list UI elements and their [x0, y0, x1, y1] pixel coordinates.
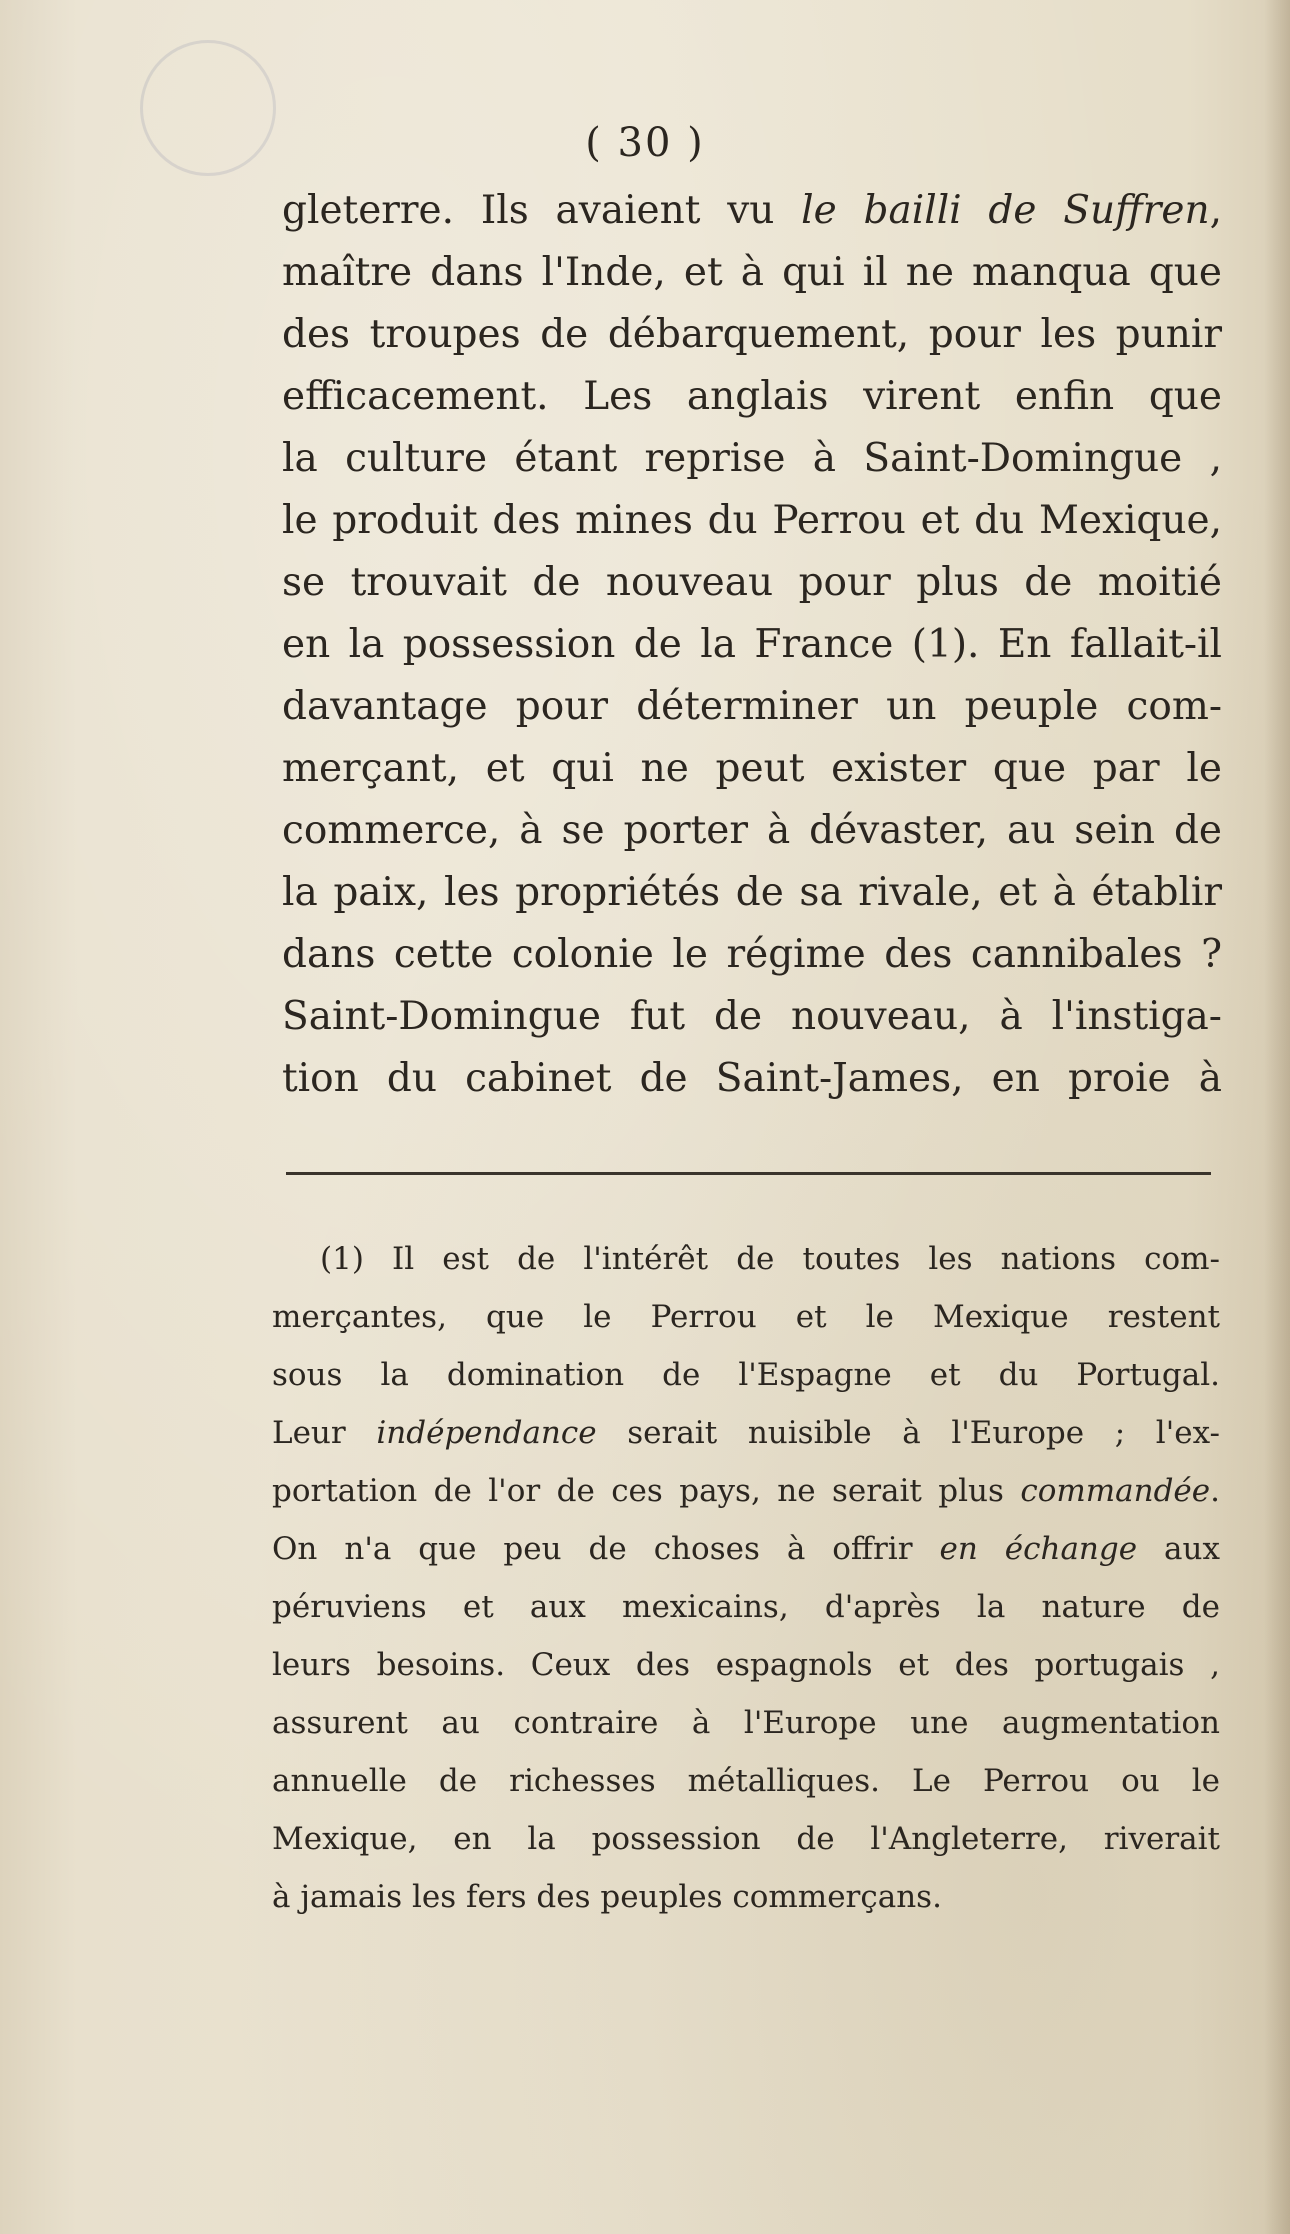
footnote-separator-rule [286, 1172, 1211, 1175]
main-text-segment: davantage pour déterminer un peuple com- [282, 684, 1222, 729]
main-text-segment: en la possession de la France (1). En fallait-il [282, 622, 1222, 667]
main-line [282, 490, 1222, 552]
main-text-segment: merçant, et qui ne peut exister que par le [282, 746, 1222, 791]
footnote-text-segment: (1) Il est de l'intérêt de toutes les nations com- [320, 1241, 1220, 1277]
footnote-block [272, 1230, 1220, 1926]
main-line [282, 366, 1222, 428]
footnote-text-segment: leurs besoins. Ceux des espagnols et des portugais , [272, 1647, 1220, 1683]
footnote-line [272, 1810, 1220, 1868]
footnote-text-segment: péruviens et aux mexicains, d'après la nature de [272, 1589, 1220, 1625]
footnote-text-segment: merçantes, que le Perrou et le Mexique restent [272, 1299, 1220, 1335]
main-text-segment: la culture étant reprise à Saint-Domingue , [282, 436, 1222, 481]
footnote-line [272, 1230, 1220, 1288]
main-line [282, 180, 1222, 242]
main-text-segment: commerce, à se porter à dévaster, au sein de [282, 808, 1222, 853]
main-text-segment: des troupes de débarquement, pour les punir [282, 312, 1222, 357]
main-line [282, 986, 1222, 1048]
main-line [282, 676, 1222, 738]
main-text-segment: le produit des mines du Perrou et du Mexique, [282, 498, 1222, 543]
footnote-line [272, 1694, 1220, 1752]
main-text-segment: maître dans l'Inde, et à qui il ne manqua que [282, 250, 1222, 295]
main-text-segment: se trouvait de nouveau pour plus de moitié [282, 560, 1222, 605]
main-line [282, 428, 1222, 490]
main-line [282, 552, 1222, 614]
main-text-segment: , [1209, 188, 1222, 233]
footnote-text-segment: annuelle de richesses métalliques. Le Perrou ou le [272, 1763, 1220, 1799]
footnote-line [272, 1752, 1220, 1810]
footnote-text-segment: Leur [272, 1415, 377, 1451]
footnote-line [272, 1404, 1220, 1462]
page-spine-shadow [1264, 0, 1290, 2234]
main-line [282, 924, 1222, 986]
footnote-text-segment: On n'a que peu de choses à offrir [272, 1531, 940, 1567]
footnote-text-segment: à jamais les fers des peuples commerçans. [272, 1879, 942, 1915]
footnote-text-segment: sous la domination de l'Espagne et du Portugal. [272, 1357, 1220, 1393]
main-italic-segment: le bailli de Suffren [801, 188, 1210, 233]
footnote-text-segment: aux [1137, 1531, 1220, 1567]
footnote-italic-segment: indépendance [376, 1415, 597, 1451]
footnote-line [272, 1288, 1220, 1346]
footnote-text-segment: Mexique, en la possession de l'Angleterre, riverait [272, 1821, 1220, 1857]
footnote-line [272, 1462, 1220, 1520]
main-line [282, 614, 1222, 676]
main-line [282, 1048, 1222, 1110]
footnote-text-segment: . [1210, 1473, 1220, 1509]
main-line [282, 242, 1222, 304]
footnote-line [272, 1868, 1220, 1926]
page-number: ( 30 ) [585, 120, 705, 166]
main-text-segment: tion du cabinet de Saint-James, en proie à [282, 1056, 1222, 1101]
main-text-segment: dans cette colonie le régime des cannibales ? [282, 932, 1222, 977]
footnote-text-segment: portation de l'or de ces pays, ne serait plus [272, 1473, 1021, 1509]
main-line [282, 738, 1222, 800]
main-text-segment: efficacement. Les anglais virent enfin que [282, 374, 1222, 419]
footnote-line [272, 1636, 1220, 1694]
footnote-text-segment: assurent au contraire à l'Europe une augmentation [272, 1705, 1220, 1741]
footnote-line [272, 1346, 1220, 1404]
main-text-segment: Saint-Domingue fut de nouveau, à l'instiga- [282, 994, 1222, 1039]
main-line [282, 862, 1222, 924]
main-line [282, 304, 1222, 366]
footnote-line [272, 1520, 1220, 1578]
footnote-line [272, 1578, 1220, 1636]
main-text-segment: gleterre. Ils avaient vu [282, 188, 802, 233]
footnote-italic-segment: commandée [1020, 1473, 1211, 1509]
main-text-block [282, 180, 1222, 1110]
footnote-italic-segment: en échange [939, 1531, 1138, 1567]
main-text-segment: la paix, les propriétés de sa rivale, et à établir [282, 870, 1222, 915]
main-line [282, 800, 1222, 862]
footnote-text-segment: serait nuisible à l'Europe ; l'ex- [596, 1415, 1220, 1451]
